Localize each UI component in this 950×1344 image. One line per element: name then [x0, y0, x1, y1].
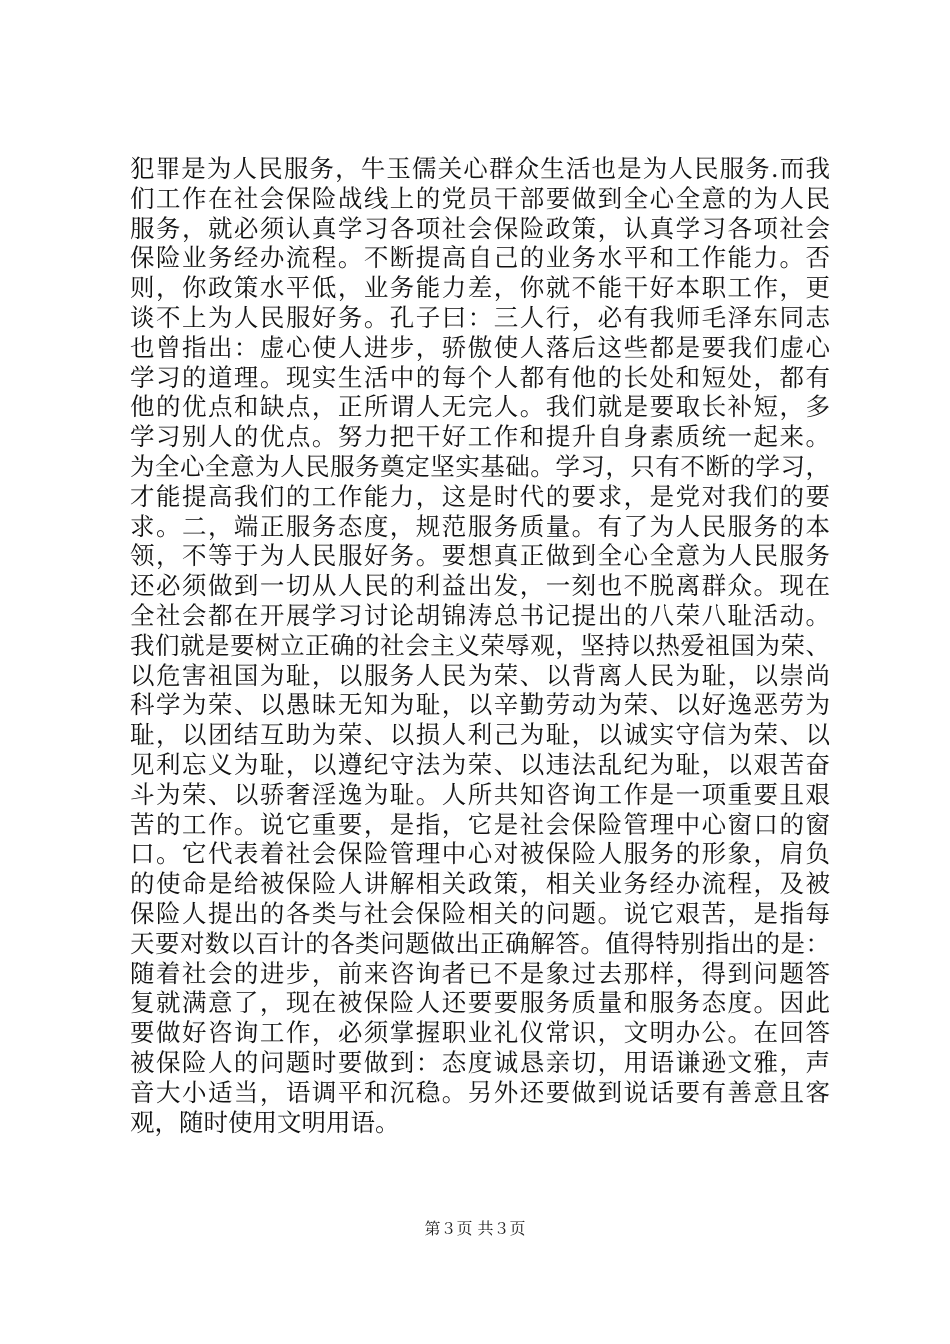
text-line: 学习的道理。现实生活中的每个人都有他的长处和短处，都有 — [130, 362, 830, 392]
text-line: 服务，就必须认真学习各项社会保险政策，认真学习各项社会 — [130, 213, 830, 243]
text-line: 全社会都在开展学习讨论胡锦涛总书记提出的八荣八耻活动。 — [130, 600, 830, 630]
text-line: 耻，以团结互助为荣、以损人利己为耻，以诚实守信为荣、以 — [130, 720, 830, 750]
text-line: 要做好咨询工作，必须掌握职业礼仪常识，文明办公。在回答 — [130, 1018, 830, 1048]
body-text — [130, 154, 830, 1137]
text-line: 学习别人的优点。努力把干好工作和提升自身素质统一起来。 — [130, 422, 830, 452]
text-line: 科学为荣、以愚昧无知为耻，以辛勤劳动为荣、以好逸恶劳为 — [130, 690, 830, 720]
text-line: 以危害祖国为耻，以服务人民为荣、以背离人民为耻，以崇尚 — [130, 660, 830, 690]
text-line: 天要对数以百计的各类问题做出正确解答。值得特别指出的是： — [130, 928, 830, 958]
text-line: 复就满意了，现在被保险人还要要服务质量和服务态度。因此 — [130, 988, 830, 1018]
text-line: 为全心全意为人民服务奠定坚实基础。学习，只有不断的学习， — [130, 451, 830, 481]
text-line: 才能提高我们的工作能力，这是时代的要求，是党对我们的要 — [130, 481, 830, 511]
text-line: 斗为荣、以骄奢淫逸为耻。人所共知咨询工作是一项重要且艰 — [130, 779, 830, 809]
text-line: 随着社会的进步，前来咨询者已不是象过去那样，得到问题答 — [130, 958, 830, 988]
text-line: 口。它代表着社会保险管理中心对被保险人服务的形象，肩负 — [130, 839, 830, 869]
text-line: 犯罪是为人民服务，牛玉儒关心群众生活也是为人民服务.而我 — [130, 154, 830, 183]
text-line: 谈不上为人民服好务。孔子曰：三人行，必有我师毛泽东同志 — [130, 302, 830, 332]
text-line: 求。二，端正服务态度，规范服务质量。有了为人民服务的本 — [130, 511, 830, 541]
text-line: 被保险人的问题时要做到：态度诚恳亲切，用语谦逊文雅，声 — [130, 1047, 830, 1077]
text-line: 保险人提出的各类与社会保险相关的问题。说它艰苦，是指每 — [130, 898, 830, 928]
text-line: 苦的工作。说它重要，是指，它是社会保险管理中心窗口的窗 — [130, 809, 830, 839]
text-line: 观，随时使用文明用语。 — [130, 1107, 400, 1137]
text-line: 他的优点和缺点，正所谓人无完人。我们就是要取长补短，多 — [130, 392, 830, 422]
text-line: 保险业务经办流程。不断提高自己的业务水平和工作能力。否 — [130, 243, 830, 273]
text-line: 的使命是给被保险人讲解相关政策，相关业务经办流程，及被 — [130, 869, 830, 899]
page-footer: 第３页 共３页 — [424, 1219, 526, 1238]
text-line: 见利忘义为耻，以遵纪守法为荣、以违法乱纪为耻，以艰苦奋 — [130, 749, 830, 779]
text-line: 我们就是要树立正确的社会主义荣辱观，坚持以热爱祖国为荣、 — [130, 630, 830, 660]
text-line: 们工作在社会保险战线上的党员干部要做到全心全意的为人民 — [130, 183, 830, 213]
text-line: 还必须做到一切从人民的利益出发，一刻也不脱离群众。现在 — [130, 571, 830, 601]
text-line: 也曾指出：虚心使人进步，骄傲使人落后这些都是要我们虚心 — [130, 332, 830, 362]
text-line: 则，你政策水平低，业务能力差，你就不能干好本职工作，更 — [130, 273, 830, 303]
text-line: 领，不等于为人民服好务。要想真正做到全心全意为人民服务 — [130, 541, 830, 571]
text-line: 音大小适当，语调平和沉稳。另外还要做到说话要有善意且客 — [130, 1077, 830, 1107]
